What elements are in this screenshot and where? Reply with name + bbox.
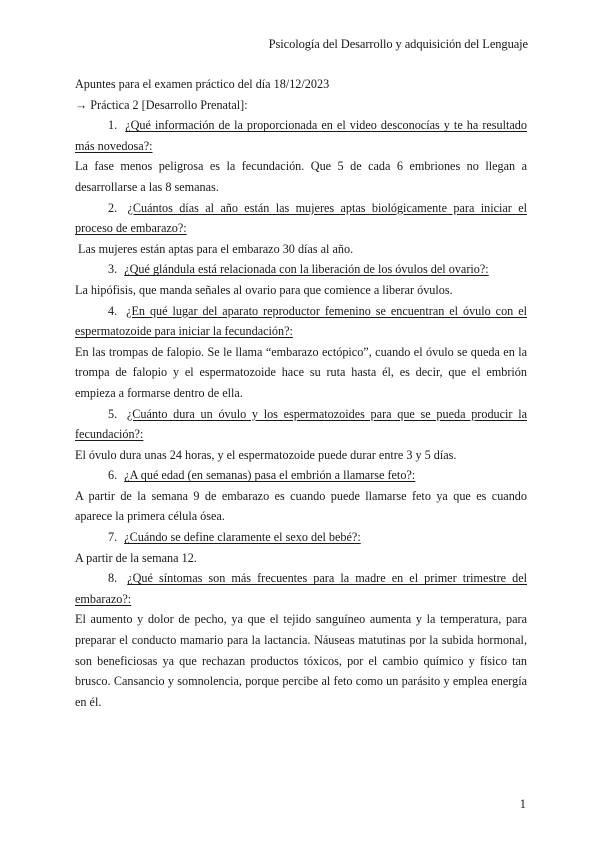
question-8 bbox=[75, 568, 527, 609]
question-1 bbox=[75, 115, 527, 156]
question-text: ¿Cuánto dura un óvulo y los espermatozoides para que se pueda producir la fecundación?: bbox=[75, 406, 527, 442]
question-text: ¿A qué edad (en semanas) pasa el embrión a llamarse feto?: bbox=[124, 468, 416, 483]
question-text: ¿En qué lugar del aparato reproductor femenino se encuentran el óvulo con el espermatozoide para iniciar la fecundación?: bbox=[75, 303, 527, 339]
answer-4: En las trompas de falopio. Se le llama “embarazo ectópico”, cuando el óvulo se queda en la trompa de falopio y el espermatozoide hace su ruta hasta él, es decir, que el embrión empieza a formarse dentro de ella. bbox=[75, 344, 527, 400]
question-number: 2. bbox=[108, 200, 118, 215]
question-4 bbox=[75, 301, 527, 342]
answer-6: A partir de la semana 9 de embarazo es cuando puede llamarse feto ya que es cuando aparece la primera célula ósea. bbox=[75, 488, 527, 524]
question-number: 4. bbox=[108, 303, 118, 318]
question-number: 3. bbox=[108, 262, 118, 277]
question-number: 8. bbox=[108, 571, 118, 586]
page-number: 1 bbox=[519, 797, 526, 811]
question-number: 7. bbox=[108, 530, 118, 545]
answer-7: A partir de la semana 12. bbox=[75, 550, 197, 565]
question-6 bbox=[75, 465, 527, 486]
answer-5: El óvulo dura unas 24 horas, y el espermatozoide puede durar entre 3 y 5 días. bbox=[75, 447, 457, 462]
question-5 bbox=[75, 404, 527, 445]
running-header: Psicología del Desarrollo y adquisición del Lenguaje bbox=[268, 37, 528, 51]
answer-1: La fase menos peligrosa es la fecundación. Que 5 de cada 6 embriones no llegan a desarrollarse a las 8 semanas. bbox=[75, 159, 527, 194]
answer-2: Las mujeres están aptas para el embarazo 30 días al año. bbox=[78, 241, 354, 256]
section-heading: → Práctica 2 [Desarrollo Prenatal]: bbox=[75, 97, 248, 112]
question-text: ¿Qué información de la proporcionada en el video desconocías y te ha resultado más novedosa?: bbox=[75, 118, 527, 153]
question-2 bbox=[75, 198, 527, 239]
question-text: ¿Qué glándula está relacionada con la liberación de los óvulos del ovario?: bbox=[124, 262, 489, 277]
question-text: ¿Cuándo se define claramente el sexo del bebé?: bbox=[124, 530, 361, 545]
question-number: 6. bbox=[108, 468, 118, 483]
question-3 bbox=[75, 259, 527, 280]
question-text: ¿Qué síntomas son más frecuentes para la madre en el primer trimestre del embarazo?: bbox=[75, 571, 528, 606]
question-text: ¿Cuántos días al año están las mujeres aptas biológicamente para iniciar el proceso de embarazo?: bbox=[75, 200, 527, 236]
document-title: Apuntes para el examen práctico del día 18/12/2023 bbox=[75, 77, 330, 91]
question-number: 5. bbox=[108, 406, 118, 421]
question-7 bbox=[75, 527, 527, 548]
document-body bbox=[75, 74, 527, 712]
answer-3: La hipófisis, que manda señales al ovario para que comience a liberar óvulos. bbox=[75, 282, 453, 297]
question-number: 1. bbox=[108, 118, 118, 133]
answer-8: El aumento y dolor de pecho, ya que el tejido sanguíneo aumenta y la temperatura, para preparar el conducto mamario para la lactancia. Náuseas matutinas por la subida hormonal, son beneficiosas ya que rechazan productos tóxicos, por el cambio químico y físico tan brusco. Cansancio y somnolencia, porque percibe al feto como un parásito y emplea energía en él. bbox=[75, 612, 527, 709]
